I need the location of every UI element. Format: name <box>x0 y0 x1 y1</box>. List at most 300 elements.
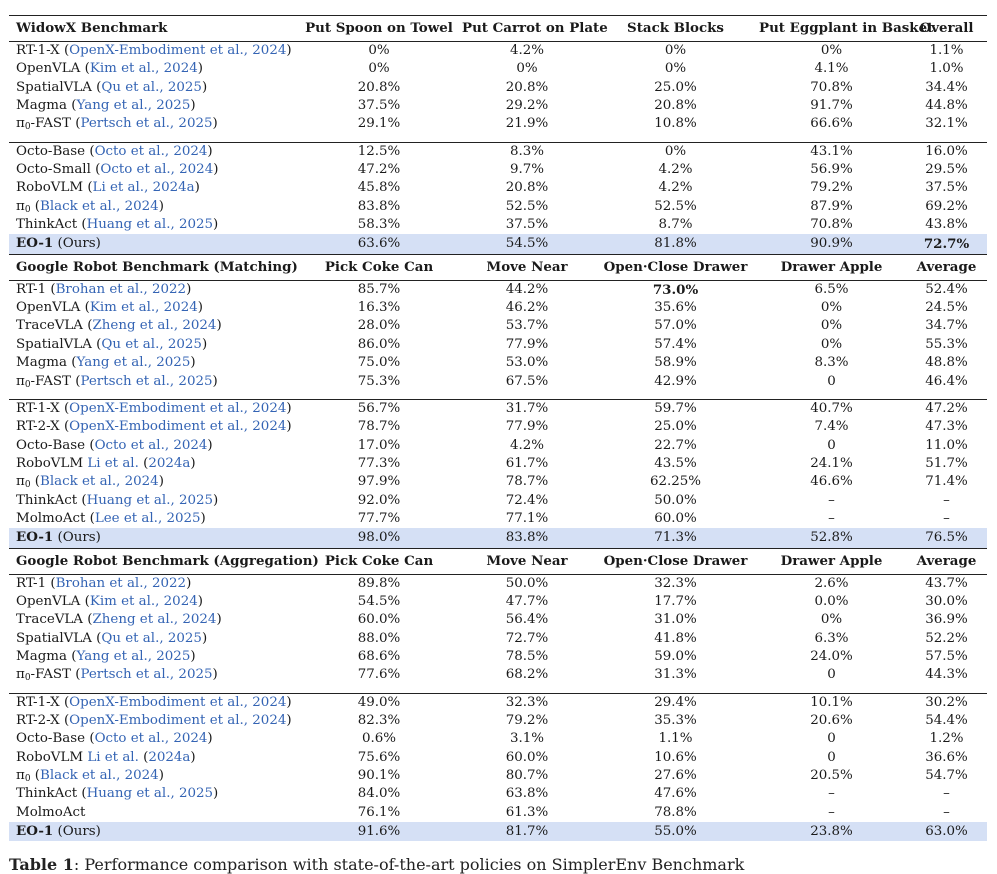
table-row <box>9 115 987 133</box>
value-cell: 1.1% <box>658 731 693 747</box>
value-cell: 16.3% <box>357 300 401 316</box>
value-cell: 53.7% <box>505 318 549 334</box>
results-table-container <box>9 15 987 841</box>
section-header-row <box>9 548 987 574</box>
value-cell: 72.7% <box>908 234 987 254</box>
value-cell: 25.0% <box>654 79 697 95</box>
method-name: OpenVLA <box>16 593 81 609</box>
method-name: $\pi_0$ <box>16 198 31 215</box>
value-cell: 1.1% <box>908 42 987 61</box>
method-name-cell: Octo-Base (Octo et al., 2024) <box>9 142 300 161</box>
table-row <box>9 354 987 372</box>
method-name: Octo-Base <box>16 731 86 747</box>
value-cell: 44.3% <box>925 667 968 683</box>
value-cell: 55.3% <box>925 336 968 352</box>
method-name-cell: RT-1 (Brohan et al., 2022) <box>9 574 300 593</box>
citation-link: Octo et al., 2024 <box>94 437 208 453</box>
method-name-cell <box>9 804 300 822</box>
method-name-cell: $\pi_0$ (Black et al., 2024) <box>16 474 164 491</box>
value-cell: 4.2% <box>458 42 596 61</box>
value-cell: 47.3% <box>925 419 968 435</box>
citation-link: Kim et al., 2024 <box>89 300 198 316</box>
citation-link: Pertsch et al., 2025 <box>80 667 213 683</box>
column-header: Average <box>908 254 987 280</box>
method-name-cell: $\pi_0$-FAST (Pertsch et al., 2025) <box>16 373 218 390</box>
value-cell: 0% <box>368 61 390 77</box>
value-cell: 73.0% <box>596 280 755 299</box>
value-cell: 58.3% <box>357 217 401 233</box>
value-cell: 37.5% <box>505 217 549 233</box>
citation-link: Yang et al., 2025 <box>76 355 191 371</box>
value-cell: 87.9% <box>810 198 853 214</box>
value-cell: 88.0% <box>357 630 401 646</box>
method-name: RT-1 <box>16 575 47 591</box>
value-cell: 43.7% <box>908 574 987 593</box>
value-cell: 52.4% <box>908 280 987 299</box>
value-cell: 69.2% <box>925 198 968 214</box>
value-cell: 52.5% <box>505 198 549 214</box>
value-cell: 0% <box>516 61 538 77</box>
value-cell: 83.8% <box>458 528 596 548</box>
table-row <box>9 822 987 841</box>
value-cell: 34.7% <box>925 318 968 334</box>
value-cell: 61.7% <box>505 455 549 471</box>
group-gap <box>9 685 987 694</box>
value-cell: 60.0% <box>505 749 549 765</box>
citation-link: Li et al. <box>87 455 139 471</box>
citation-link: Kim et al., 2024 <box>89 61 198 77</box>
citation-link: Huang et al., 2025 <box>86 217 214 233</box>
method-name: ThinkAct <box>16 786 78 802</box>
table-row <box>9 648 987 666</box>
method-name-cell: RoboVLM Li et al. (2024a) <box>16 749 196 765</box>
value-cell: 79.2% <box>810 180 853 196</box>
group-gap <box>9 134 987 143</box>
value-cell: 0% <box>820 318 843 334</box>
value-cell: 77.6% <box>357 667 401 683</box>
value-cell: 63.0% <box>908 822 987 841</box>
value-cell: 59.7% <box>596 399 755 418</box>
method-name-cell: ThinkAct (Huang et al., 2025) <box>16 786 219 802</box>
ours-note: (Ours) <box>57 236 101 252</box>
value-cell: 31.0% <box>654 612 697 628</box>
value-cell: 85.7% <box>300 280 458 299</box>
table-row <box>9 299 987 317</box>
value-cell: 47.7% <box>505 593 549 609</box>
value-cell: 0 <box>827 373 836 389</box>
value-cell: 54.5% <box>458 234 596 254</box>
value-cell: 0% <box>300 42 458 61</box>
value-cell: 44.8% <box>925 98 968 114</box>
citation-link: Huang et al., 2025 <box>86 786 214 802</box>
table-row <box>9 749 987 767</box>
value-cell: 67.5% <box>505 373 549 389</box>
method-name: $\pi_0$-FAST <box>16 667 71 684</box>
value-cell: 3.1% <box>509 731 545 747</box>
citation-link: Octo et al., 2024 <box>100 162 214 178</box>
value-cell: 32.3% <box>458 693 596 712</box>
method-name: EO-1 <box>16 235 54 252</box>
value-cell: – <box>828 804 835 820</box>
value-cell: – <box>828 786 835 802</box>
value-cell: – <box>943 804 950 820</box>
value-cell: 91.6% <box>300 822 458 841</box>
value-cell: 0% <box>664 61 687 77</box>
method-name-cell: TraceVLA (Zheng et al., 2024) <box>16 612 222 628</box>
value-cell: 50.0% <box>654 492 697 508</box>
method-name-cell: MolmoAct (Lee et al., 2025) <box>16 510 206 526</box>
value-cell: 16.0% <box>908 142 987 161</box>
citation-link: Black et al., 2024 <box>40 198 159 214</box>
value-cell: 47.2% <box>357 162 401 178</box>
method-name-cell: ThinkAct (Huang et al., 2025) <box>16 217 219 233</box>
value-cell: 61.3% <box>505 804 549 820</box>
method-name-cell: RoboVLM (Li et al., 2024a) <box>16 180 200 196</box>
table-row <box>9 336 987 354</box>
value-cell: 32.1% <box>925 116 968 132</box>
value-cell: 77.9% <box>505 419 549 435</box>
method-name: RT-2-X <box>16 713 60 728</box>
method-name-cell: ThinkAct (Huang et al., 2025) <box>16 492 219 508</box>
citation-link: OpenX-Embodiment et al., 2024 <box>69 400 287 416</box>
value-cell: 0% <box>820 300 843 316</box>
value-cell: 52.5% <box>654 198 697 214</box>
table-row <box>9 60 987 78</box>
value-cell: 90.9% <box>755 234 908 254</box>
citation-link: Li et al. <box>87 749 139 765</box>
value-cell: 56.4% <box>505 612 549 628</box>
value-cell: 89.8% <box>300 574 458 593</box>
value-cell: 30.0% <box>925 593 968 609</box>
value-cell: 50.0% <box>458 574 596 593</box>
value-cell: 0% <box>820 336 843 352</box>
value-cell: 57.5% <box>925 648 968 664</box>
value-cell: 66.6% <box>810 116 853 132</box>
table-row <box>9 785 987 803</box>
value-cell: 78.8% <box>654 804 697 820</box>
value-cell: 31.7% <box>458 399 596 418</box>
value-cell: 46.6% <box>810 474 853 490</box>
citation-link: OpenX-Embodiment et al., 2024 <box>69 43 287 58</box>
value-cell: 63.8% <box>505 786 549 802</box>
value-cell: 76.5% <box>908 528 987 548</box>
method-name: RT-1-X <box>16 43 60 58</box>
benchmark-results-table <box>9 15 987 841</box>
value-cell: 10.1% <box>755 693 908 712</box>
value-cell: 68.2% <box>505 667 549 683</box>
value-cell: 75.6% <box>357 749 401 765</box>
citation-link: OpenX-Embodiment et al., 2024 <box>69 419 287 435</box>
value-cell: 54.4% <box>925 713 968 728</box>
value-cell: 8.7% <box>658 217 693 233</box>
method-name: RoboVLM <box>16 455 84 471</box>
column-header: Open·Close Drawer <box>596 548 755 574</box>
value-cell: 80.7% <box>505 768 549 784</box>
citation-link: 2024a <box>148 749 191 765</box>
method-name: $\pi_0$-FAST <box>16 373 71 390</box>
value-cell: 59.0% <box>654 648 697 664</box>
value-cell: 0.0% <box>814 593 849 609</box>
value-cell: 36.6% <box>925 749 968 765</box>
value-cell: 76.1% <box>357 804 401 820</box>
value-cell: 84.0% <box>357 786 401 802</box>
column-header: Average <box>908 548 987 574</box>
value-cell: 54.7% <box>925 768 968 784</box>
value-cell: 75.3% <box>357 373 401 389</box>
table-row <box>9 79 987 97</box>
method-name: Octo-Small <box>16 162 91 178</box>
method-name: TraceVLA <box>16 612 83 628</box>
citation-link: Qu et al., 2025 <box>101 630 202 646</box>
column-header: Pick Coke Can <box>300 548 458 574</box>
value-cell: 42.9% <box>654 373 697 389</box>
citation-link: Qu et al., 2025 <box>101 336 202 352</box>
method-name: RT-1-X <box>16 400 60 416</box>
method-name: EO-1 <box>16 529 54 546</box>
value-cell: 1.0% <box>929 61 964 77</box>
citation-link: Pertsch et al., 2025 <box>80 116 213 132</box>
citation-link: Zheng et al., 2024 <box>92 318 217 334</box>
citation-link: Pertsch et al., 2025 <box>80 373 213 389</box>
value-cell: 98.0% <box>300 528 458 548</box>
value-cell: 52.2% <box>925 630 968 646</box>
value-cell: 71.4% <box>925 474 968 490</box>
method-name-cell: TraceVLA (Zheng et al., 2024) <box>16 318 222 334</box>
value-cell: 20.8% <box>505 180 549 196</box>
value-cell: 70.8% <box>810 79 853 95</box>
value-cell: 81.7% <box>458 822 596 841</box>
value-cell: 20.8% <box>654 98 697 114</box>
value-cell: 52.8% <box>755 528 908 548</box>
value-cell: 78.5% <box>505 648 549 664</box>
column-header: Move Near <box>458 548 596 574</box>
value-cell: – <box>943 492 950 508</box>
citation-link: Yang et al., 2025 <box>76 648 191 664</box>
table-row <box>9 510 987 528</box>
value-cell: 56.7% <box>300 399 458 418</box>
value-cell: 40.7% <box>755 399 908 418</box>
subscript-zero: 0 <box>24 379 31 390</box>
citation-link: Kim et al., 2024 <box>89 593 198 609</box>
value-cell: 77.1% <box>505 510 549 526</box>
value-cell: 44.2% <box>458 280 596 299</box>
method-name-cell: Octo-Small (Octo et al., 2024) <box>16 162 219 178</box>
value-cell: 20.6% <box>810 713 853 728</box>
table-row <box>9 142 987 161</box>
citation-link: OpenX-Embodiment et al., 2024 <box>69 694 287 710</box>
value-cell: 23.8% <box>755 822 908 841</box>
value-cell: 46.2% <box>505 300 549 316</box>
value-cell: 1.2% <box>929 731 964 747</box>
method-name-cell: RT-1 (Brohan et al., 2022) <box>9 280 300 299</box>
value-cell: 63.6% <box>300 234 458 254</box>
value-cell: 0.6% <box>361 731 397 747</box>
value-cell: 60.0% <box>654 510 697 526</box>
value-cell: 91.7% <box>810 98 853 114</box>
value-cell: 27.6% <box>654 768 697 784</box>
table-row <box>9 630 987 648</box>
table-row <box>9 234 987 254</box>
table-row <box>9 693 987 712</box>
method-name: RT-1-X <box>16 694 60 710</box>
table-row <box>9 712 987 730</box>
table-row <box>9 97 987 115</box>
value-cell: 37.5% <box>925 180 968 196</box>
value-cell: 43.1% <box>755 142 908 161</box>
value-cell: 43.5% <box>654 455 697 471</box>
value-cell: 97.9% <box>357 474 401 490</box>
method-name: TraceVLA <box>16 318 83 334</box>
value-cell: 24.5% <box>925 300 968 316</box>
citation-link: Black et al., 2024 <box>40 474 159 490</box>
method-name: ThinkAct <box>16 217 78 233</box>
value-cell: 29.4% <box>596 693 755 712</box>
value-cell: 30.2% <box>908 693 987 712</box>
method-name: SpatialVLA <box>16 79 92 95</box>
value-cell: 77.7% <box>357 510 401 526</box>
method-name: EO-1 <box>16 823 54 840</box>
value-cell: – <box>943 786 950 802</box>
method-name-cell: RT-2-X (OpenX-Embodiment et al., 2024) <box>16 419 292 435</box>
value-cell: 45.8% <box>357 180 401 196</box>
method-name: SpatialVLA <box>16 630 92 646</box>
method-name-cell <box>9 234 300 254</box>
value-cell: 29.5% <box>925 162 968 178</box>
method-name: $\pi_0$ <box>16 768 31 785</box>
section-header-row <box>9 16 987 42</box>
method-name-cell: Octo-Base (Octo et al., 2024) <box>16 731 213 747</box>
method-name-cell: $\pi_0$-FAST (Pertsch et al., 2025) <box>16 116 218 133</box>
value-cell: 9.7% <box>509 162 545 178</box>
table-row <box>9 666 987 684</box>
table-row <box>9 492 987 510</box>
method-name-cell: $\pi_0$-FAST (Pertsch et al., 2025) <box>16 667 218 684</box>
method-name: Magma <box>16 648 67 664</box>
table-row <box>9 437 987 455</box>
value-cell: 56.9% <box>810 162 853 178</box>
citation-link: Octo et al., 2024 <box>94 731 208 747</box>
value-cell: 32.3% <box>596 574 755 593</box>
method-name-cell: Magma (Yang et al., 2025) <box>16 98 196 114</box>
benchmark-title: WidowX Benchmark <box>9 16 300 42</box>
value-cell: 35.6% <box>654 300 697 316</box>
column-header: Move Near <box>458 254 596 280</box>
value-cell: 0 <box>827 437 836 453</box>
benchmark-title: Google Robot Benchmark (Matching) <box>9 254 300 280</box>
method-name: ThinkAct <box>16 492 78 508</box>
method-name: RT-2-X <box>16 419 60 435</box>
value-cell: 4.2% <box>658 180 693 196</box>
method-name: RoboVLM <box>16 180 84 196</box>
value-cell: 47.2% <box>908 399 987 418</box>
subscript-zero: 0 <box>24 204 31 215</box>
table-row <box>9 418 987 436</box>
value-cell: 41.8% <box>654 630 697 646</box>
citation-link: Black et al., 2024 <box>40 768 159 784</box>
method-name-cell: OpenVLA (Kim et al., 2024) <box>16 593 203 609</box>
table-row <box>9 611 987 629</box>
value-cell: 24.1% <box>810 455 853 471</box>
table-row <box>9 161 987 179</box>
value-cell: 90.1% <box>357 768 401 784</box>
ours-note: (Ours) <box>57 824 101 840</box>
value-cell: 4.1% <box>814 61 849 77</box>
method-name: MolmoAct <box>16 510 86 526</box>
citation-link: Li et al., 2024a <box>92 180 195 196</box>
method-name-cell: SpatialVLA (Qu et al., 2025) <box>16 79 208 95</box>
method-name-cell: RT-2-X (OpenX-Embodiment et al., 2024) <box>16 713 292 728</box>
citation-link: Zheng et al., 2024 <box>92 612 217 628</box>
citation-link: Brohan et al., 2022 <box>55 575 187 591</box>
column-header: Overall <box>908 16 987 42</box>
table-caption: Table 1: Performance comparison with state-of-the-art policies on SimplerEnv Benchmark <box>9 855 745 874</box>
table-row <box>9 179 987 197</box>
value-cell: 37.5% <box>357 98 401 114</box>
value-cell: 28.0% <box>357 318 401 334</box>
citation-link: Octo et al., 2024 <box>94 143 208 159</box>
value-cell: 72.7% <box>505 630 549 646</box>
value-cell: 29.2% <box>505 98 549 114</box>
value-cell: – <box>828 510 835 526</box>
subscript-zero: 0 <box>24 673 31 684</box>
table-row <box>9 528 987 548</box>
method-name-cell: RT-1-X (OpenX-Embodiment et al., 2024) <box>9 693 300 712</box>
table-body <box>9 16 987 842</box>
table-row <box>9 216 987 234</box>
table-row <box>9 373 987 391</box>
value-cell: 25.0% <box>654 419 697 435</box>
method-name: MolmoAct <box>16 804 86 820</box>
method-name-cell: OpenVLA (Kim et al., 2024) <box>16 61 203 77</box>
method-name: $\pi_0$-FAST <box>16 116 71 133</box>
method-name-cell: OpenVLA (Kim et al., 2024) <box>16 300 203 316</box>
subscript-zero: 0 <box>24 122 31 133</box>
caption-label: Table 1 <box>9 855 74 874</box>
value-cell: 21.9% <box>505 116 549 132</box>
table-row <box>9 42 987 61</box>
value-cell: 20.8% <box>357 79 401 95</box>
table-row <box>9 574 987 593</box>
value-cell: 72.4% <box>505 492 549 508</box>
value-cell: 24.0% <box>810 648 853 664</box>
value-cell: 58.9% <box>654 355 697 371</box>
table-row <box>9 280 987 299</box>
benchmark-title: Google Robot Benchmark (Aggregation) <box>9 548 300 574</box>
citation-link: Qu et al., 2025 <box>101 79 202 95</box>
method-name-cell: Magma (Yang et al., 2025) <box>16 355 196 371</box>
table-row <box>9 767 987 785</box>
citation-link: 2024a <box>148 455 191 471</box>
table-row <box>9 593 987 611</box>
method-name: RoboVLM <box>16 749 84 765</box>
method-name: Octo-Base <box>16 437 86 453</box>
value-cell: 78.7% <box>505 474 549 490</box>
method-name: Magma <box>16 355 67 371</box>
method-name-cell: SpatialVLA (Qu et al., 2025) <box>16 336 208 352</box>
ours-note: (Ours) <box>57 530 101 546</box>
citation-link: Yang et al., 2025 <box>76 98 191 114</box>
value-cell: 51.7% <box>925 455 968 471</box>
method-name-cell: RT-1-X (OpenX-Embodiment et al., 2024) <box>9 399 300 418</box>
table-row <box>9 399 987 418</box>
value-cell: 6.3% <box>814 630 849 646</box>
value-cell: 22.7% <box>654 437 697 453</box>
method-name-cell: Magma (Yang et al., 2025) <box>16 648 196 664</box>
value-cell: 0% <box>596 142 755 161</box>
group-gap <box>9 391 987 400</box>
section-header-row <box>9 254 987 280</box>
method-name: SpatialVLA <box>16 336 92 352</box>
